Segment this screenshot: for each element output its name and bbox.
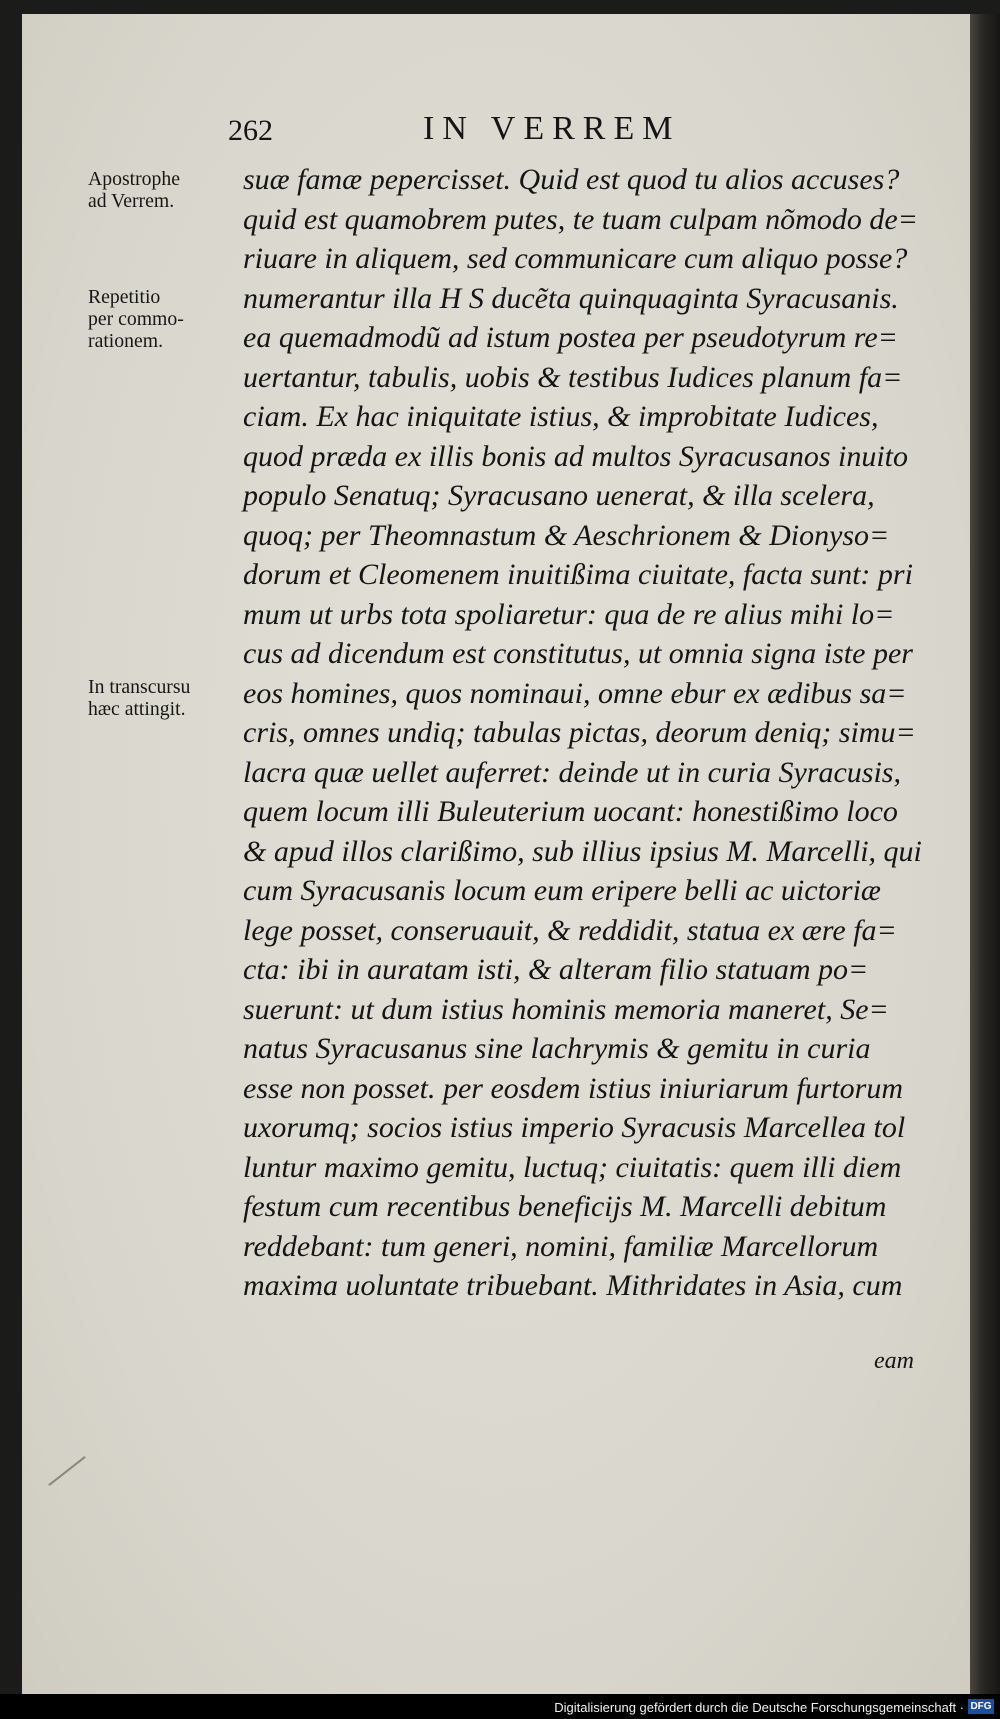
text-line: dorum et Cleomenem inuitißima ciuitate, facta sunt: pri <box>243 558 913 591</box>
text-line: ea quemadmodũ ad istum postea per pseudotyrum re= <box>243 321 898 354</box>
text-line: cris, omnes undiq; tabulas pictas, deorum deniq; simu= <box>243 716 916 749</box>
text-line: quoq; per Theomnastum & Aeschrionem & Dionyso= <box>243 518 890 552</box>
page-number: 262 <box>228 114 273 147</box>
text-line: numerantur illa H S ducẽta quinquaginta Syracusanis. <box>243 281 899 315</box>
text-line: riuare in aliquem, sed communicare cum aliquo posse? <box>243 242 908 275</box>
page-edge <box>970 14 1000 1694</box>
margin-note-line: per commo- <box>88 308 184 330</box>
text-line: reddebant: tum generi, nomini, familiæ Marcellorum <box>243 1229 879 1263</box>
text-line: uxorumq; socios istius imperio Syracusis Marcellea tol <box>243 1111 906 1144</box>
text-line: mum ut urbs tota spoliaretur: qua de re alius mihi lo= <box>243 597 895 631</box>
text-line: maxima uoluntate tribuebant. Mithridates in Asia, cum <box>243 1269 903 1302</box>
margin-note-repetitio <box>88 286 228 352</box>
margin-note-line: In transcursu <box>88 676 191 698</box>
text-line: populo Senatuq; Syracusano uenerat, & illa scelera, <box>243 479 875 512</box>
text-line: luntur maximo gemitu, luctuq; ciuitatis: quem illi diem <box>243 1150 902 1184</box>
text-line: quem locum illi Buleuterium uocant: honestißimo loco <box>243 795 898 828</box>
footer-bar <box>0 1694 1000 1719</box>
margin-note-line: Repetitio <box>88 286 161 308</box>
text-line: quid est quamobrem putes, te tuam culpam nõmodo de= <box>243 202 918 236</box>
text-line: cum Syracusanis locum eum eripere belli ac uictoriæ <box>243 874 881 907</box>
running-title: IN VERREM <box>423 110 681 147</box>
text-line: natus Syracusanus sine lachrymis & gemitu in curia <box>243 1032 871 1065</box>
text-line: & apud illos clarißimo, sub illius ipsius M. Marcelli, qui <box>243 834 922 868</box>
margin-note-line: rationem. <box>88 330 164 352</box>
text-line: cta: ibi in auratam isti, & alteram filio statuam po= <box>243 953 869 986</box>
text-line: lege posset, conseruauit, & reddidit, statua ex ære fa= <box>243 913 897 947</box>
text-line: ciam. Ex hac iniquitate istius, & improbitate Iudices, <box>243 400 879 433</box>
text-line: quod præda ex illis bonis ad multos Syracusanos inuito <box>243 439 909 473</box>
catchword: eam <box>874 1348 914 1374</box>
margin-note-line: Apostrophe <box>88 168 181 190</box>
margin-note-line: hæc attingit. <box>88 698 186 720</box>
funding-credit: Digitalisierung gefördert durch die Deutsche Forschungsgemeinschaft · <box>554 1700 964 1715</box>
margin-note-apostrophe <box>88 168 228 212</box>
text-line: lacra quæ uellet auferret: deinde ut in curia Syracusis, <box>243 755 901 789</box>
body-text <box>243 160 933 1306</box>
margin-note-line: ad Verrem. <box>88 190 175 212</box>
margin-note-transcursu <box>88 676 228 720</box>
text-line: festum cum recentibus beneficijs M. Marcelli debitum <box>243 1190 887 1223</box>
text-line: cus ad dicendum est constitutus, ut omnia signa iste per <box>243 637 913 670</box>
text-line: suæ famæ pepercisset. Quid est quod tu alios accuses? <box>243 163 900 196</box>
text-line: esse non posset. per eosdem istius iniuriarum furtorum <box>243 1071 903 1105</box>
dfg-logo-icon: DFG <box>968 1699 994 1714</box>
text-line: uertantur, tabulis, uobis & testibus Iudices planum fa= <box>243 360 903 394</box>
text-line: eos homines, quos nominaui, omne ebur ex ædibus sa= <box>243 676 907 710</box>
text-line: suerunt: ut dum istius hominis memoria maneret, Se= <box>243 992 889 1026</box>
